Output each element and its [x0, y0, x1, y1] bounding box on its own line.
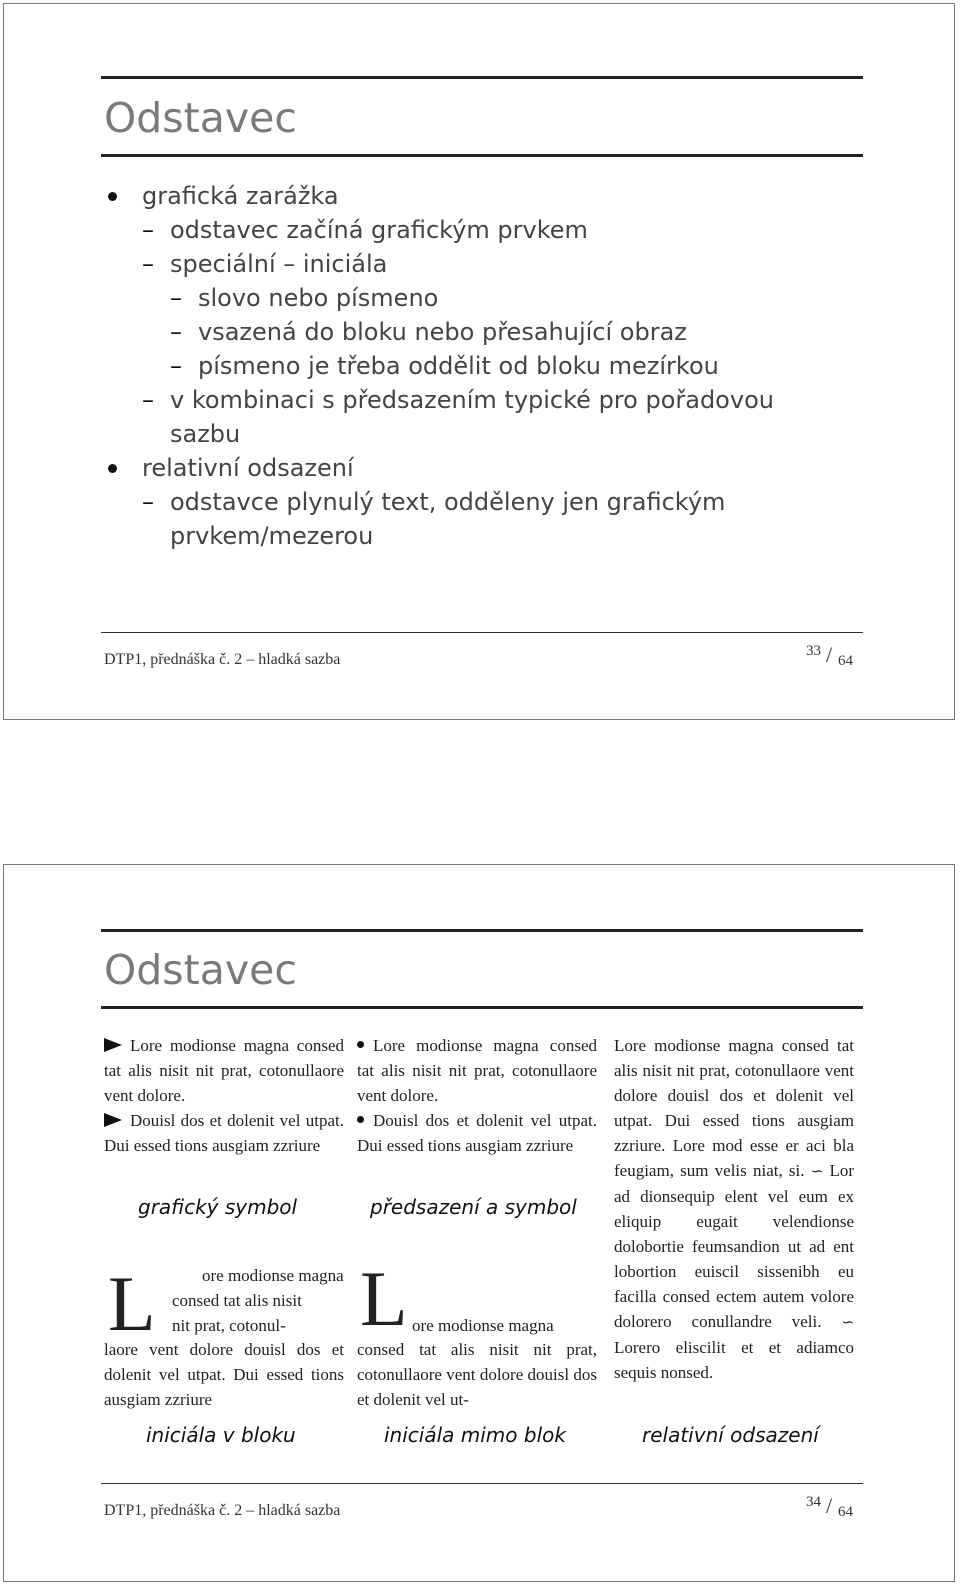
list-item: vsazená do bloku nebo přesahující obraz: [198, 318, 687, 346]
column-graphic-symbol: [104, 1033, 344, 1158]
dash-icon: –: [142, 386, 154, 414]
top-rule-thick: [101, 76, 863, 79]
paragraph: Lore modionse magna consed tat alis nisit nit prat, cotonullaore vent dolore douisl dos et dolenit vel utpat. Dui essed tions ausgiam zzriure. Lore mod esse er aci bla feugiam, sum velis niat, si. ∽ Lor ad dionsequip elent vel eum ex eliquip eugait velendionse dolobortie feumsandion ut ad ent lobortion euiscil sissenibh eu facilla consed ectem autem volore dolorero conullandre veli. ∽ Lorero eliscilit et et adiamco sequis nonsed.: [614, 1036, 855, 1382]
footer-rule: [101, 632, 863, 633]
paragraph: Douisl dos et dolenit vel utpat. Dui essed tions ausgiam zzriure: [104, 1111, 344, 1155]
list-item: v kombinaci s předsazením typické pro pořadovou: [170, 386, 774, 414]
drop-cap: L: [108, 1260, 156, 1347]
paragraph: Douisl dos et dolenit vel utpat. Dui essed tions ausgiam zzriure: [357, 1111, 597, 1155]
bullet-icon: [357, 1116, 364, 1123]
dropcap-rest: [104, 1337, 344, 1412]
slide-33: [3, 3, 955, 720]
dash-icon: –: [142, 488, 154, 516]
ornament-icon: ∽: [841, 1313, 855, 1331]
drop-cap: L: [360, 1255, 408, 1342]
page-number: 33: [806, 643, 821, 659]
list-item-continuation: prvkem/mezerou: [170, 522, 374, 550]
dash-icon: –: [142, 250, 154, 278]
caption-inline-initial: iniciála v bloku: [146, 1423, 296, 1447]
dropcap-rest: [357, 1337, 597, 1412]
column-relative-indent: [614, 1033, 854, 1385]
caption-outside-initial: iniciála mimo blok: [384, 1423, 566, 1447]
dropcap-line: consed tat alis nisit: [172, 1291, 302, 1310]
paragraph: Lore modionse magna consed tat alis nisit nit prat, cotonullaore vent dolore.: [357, 1036, 597, 1105]
list-item: odstavce plynulý text, odděleny jen grafickým: [170, 488, 726, 516]
dropcap-line: nit prat, cotonul-: [172, 1316, 286, 1335]
dash-icon: –: [170, 284, 182, 312]
title-rule: [101, 154, 863, 157]
list-item: písmeno je třeba oddělit od bloku mezírkou: [198, 352, 719, 380]
list-item: speciální – iniciála: [170, 250, 388, 278]
paragraph: Lore modionse magna consed tat alis nisit nit prat, cotonullaore vent dolore.: [104, 1036, 344, 1105]
page-total: 64: [838, 653, 853, 669]
bullet-icon: [108, 464, 117, 473]
caption-hanging-symbol: předsazení a symbol: [370, 1195, 577, 1219]
list-item: grafická zarážka: [142, 182, 339, 210]
caption-graphic-symbol: grafický symbol: [138, 1195, 298, 1219]
column-hanging-symbol: [357, 1033, 597, 1158]
slide-title: Odstavec: [104, 946, 297, 994]
dash-icon: –: [142, 216, 154, 244]
arrowhead-icon: [104, 1113, 122, 1127]
dropcap-line: ore modionse magna: [202, 1266, 344, 1285]
caption-relative-indent: relativní odsazení: [642, 1423, 819, 1447]
dropcap-line: ore modionse magna: [412, 1316, 554, 1335]
list-item: odstavec začíná grafickým prvkem: [170, 216, 588, 244]
page-total: 64: [838, 1504, 853, 1520]
ornament-icon: ∽: [810, 1162, 824, 1180]
arrowhead-icon: [104, 1038, 122, 1052]
bullet-icon: [357, 1041, 364, 1048]
dash-icon: –: [170, 318, 182, 346]
page-separator: /: [826, 642, 833, 667]
title-rule: [101, 1006, 863, 1009]
page-number: 34: [806, 1494, 821, 1510]
dash-icon: –: [170, 352, 182, 380]
slide-34: [3, 864, 955, 1582]
slide-title: Odstavec: [104, 94, 297, 142]
list-item: slovo nebo písmeno: [198, 284, 439, 312]
bullet-icon: [108, 192, 117, 201]
list-item-continuation: sazbu: [170, 420, 241, 448]
page-separator: /: [826, 1493, 833, 1518]
top-rule-thick: [101, 929, 863, 932]
footer-text: DTP1, přednáška č. 2 – hladká sazba: [104, 1502, 341, 1519]
footer-rule: [101, 1483, 863, 1484]
paragraph: consed tat alis nisit nit prat, cotonullaore vent dolore douisl dos et dolenit vel ut-: [357, 1340, 597, 1409]
paragraph: laore vent dolore douisl dos et dolenit vel utpat. Dui essed tions ausgiam zzriure: [104, 1340, 344, 1409]
footer-text: DTP1, přednáška č. 2 – hladká sazba: [104, 651, 341, 668]
list-item: relativní odsazení: [142, 454, 354, 482]
